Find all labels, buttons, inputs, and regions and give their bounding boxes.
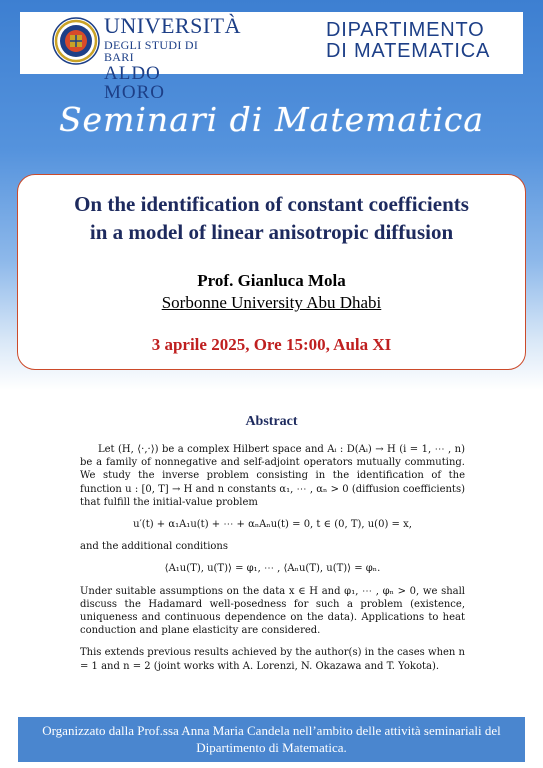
series-title: Seminari di Matematica: [58, 100, 485, 139]
department-name: [326, 20, 526, 62]
university-seal-icon: [52, 17, 100, 65]
university-name-line1: UNIVERSITÀ: [104, 13, 241, 38]
university-name: [104, 13, 241, 103]
university-name-line2: DEGLI STUDI DI BARI: [104, 38, 199, 64]
speaker-affiliation-wrap: [0, 293, 543, 313]
speaker-affiliation: Sorbonne University Abu Dhabi: [161, 293, 382, 312]
department-name-line2: DI MATEMATICA: [326, 40, 491, 62]
talk-title-line1: On the identification of constant coefficients: [74, 192, 469, 216]
abstract-paragraph-3: Under suitable assumptions on the data x ∈ H and φ₁, ⋯ , φₙ > 0, we shall discuss the Hadamard well-posedness for such a problem (existence, uniqueness and continuous dependence on the data). Applications to heat conduction and plane elasticity are considered.: [80, 585, 465, 637]
abstract-body: [80, 443, 465, 673]
university-name-line3: ALDO MORO: [104, 63, 166, 103]
footer-line2: Dipartimento di Matematica.: [196, 740, 347, 755]
abstract-paragraph-1: Let (H, ⟨·,·⟩) be a complex Hilbert space and Aᵢ : D(Aᵢ) → H (i = 1, ⋯ , n) be a family of nonnegative and self-adjoint operators mutually commuting. We study the inverse problem consisting in the identification of the function u : [0, T] → H and n constants α₁, ⋯ , αₙ > 0 (diffusion coefficients) that fulfill the initial-value problem: [80, 444, 465, 508]
abstract-equation-1: u′(t) + α₁A₁u(t) + ⋯ + αₙAₙu(t) = 0, t ∈ (0, T), u(0) = x,: [133, 519, 412, 531]
footer-banner: [18, 717, 525, 762]
department-name-line1: DIPARTIMENTO: [326, 19, 485, 41]
abstract-equation-2: ⟨A₁u(T), u(T)⟩ = φ₁, ⋯ , ⟨Aₙu(T), u(T)⟩ = φₙ.: [164, 563, 381, 575]
talk-title: [30, 190, 513, 246]
abstract-paragraph-4: This extends previous results achieved by the author(s) in the cases when n = 1 and n = 2 (joint works with A. Lorenzi, N. Okazawa and T. Yokota).: [80, 647, 465, 672]
footer-line1: Organizzato dalla Prof.ssa Anna Maria Candela nell’ambito delle attività seminariali del: [42, 723, 501, 738]
date-time-place: 3 aprile 2025, Ore 15:00, Aula XI: [151, 335, 392, 354]
talk-title-line2: in a model of linear anisotropic diffusion: [89, 220, 454, 244]
abstract-heading: Abstract: [245, 414, 298, 429]
speaker-name: Prof. Gianluca Mola: [197, 271, 346, 290]
abstract-paragraph-2: and the additional conditions: [80, 541, 228, 553]
